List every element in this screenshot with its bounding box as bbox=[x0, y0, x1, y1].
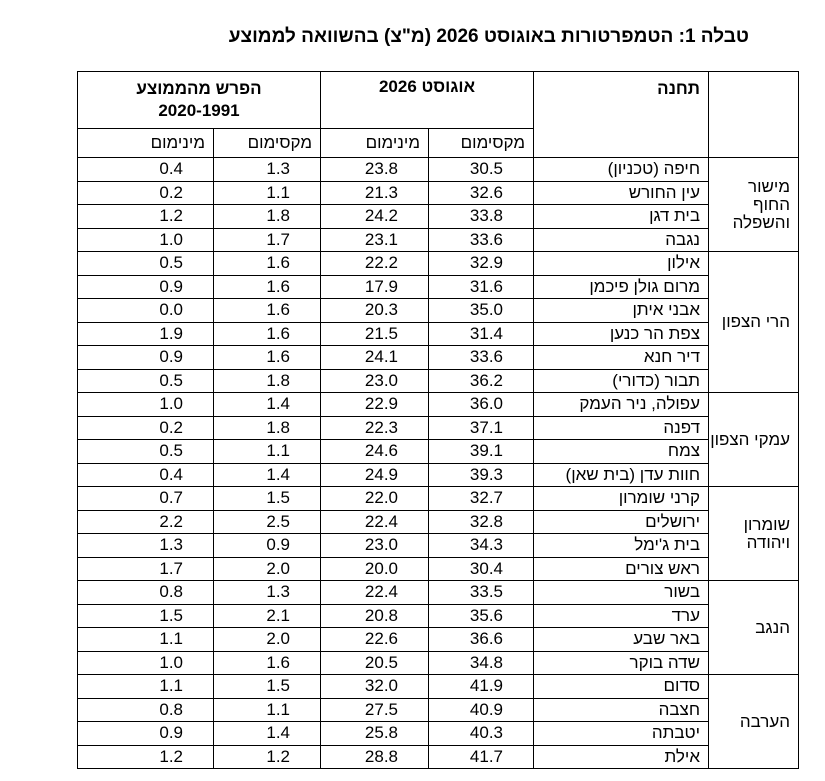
aug-max-cell: 30.4 bbox=[429, 557, 534, 581]
table-row bbox=[78, 299, 799, 323]
aug-min-cell: 20.3 bbox=[321, 299, 429, 323]
diff-min-cell: 0.9 bbox=[78, 275, 214, 299]
diff-max-cell: 1.1 bbox=[214, 440, 321, 464]
aug-max-cell: 36.6 bbox=[429, 628, 534, 652]
table-row bbox=[78, 698, 799, 722]
table-row bbox=[78, 463, 799, 487]
station-cell: בית דגן bbox=[534, 205, 709, 229]
station-cell: חצבה bbox=[534, 698, 709, 722]
station-cell: תבור (כדורי) bbox=[534, 369, 709, 393]
station-cell: מרום גולן פיכמן bbox=[534, 275, 709, 299]
aug-max-cell: 32.9 bbox=[429, 252, 534, 276]
diff-min-cell: 0.9 bbox=[78, 722, 214, 746]
diff-min-header: מינימום bbox=[78, 129, 214, 158]
aug-min-cell: 23.8 bbox=[321, 158, 429, 182]
aug-min-cell: 21.5 bbox=[321, 322, 429, 346]
table-row bbox=[78, 181, 799, 205]
diff-max-cell: 1.4 bbox=[214, 722, 321, 746]
aug-min-cell: 24.9 bbox=[321, 463, 429, 487]
aug-max-cell: 31.4 bbox=[429, 322, 534, 346]
table-row bbox=[78, 158, 799, 182]
diff-min-cell: 1.2 bbox=[78, 745, 214, 769]
aug-max-cell: 33.8 bbox=[429, 205, 534, 229]
aug-min-cell: 27.5 bbox=[321, 698, 429, 722]
diff-min-cell: 0.0 bbox=[78, 299, 214, 323]
station-cell: דיר חנא bbox=[534, 346, 709, 370]
diff-min-cell: 1.0 bbox=[78, 393, 214, 417]
aug-max-cell: 35.6 bbox=[429, 604, 534, 628]
region-cell: הרי הצפון bbox=[709, 252, 799, 393]
aug-min-cell: 22.2 bbox=[321, 252, 429, 276]
aug-max-cell: 40.3 bbox=[429, 722, 534, 746]
table-row bbox=[78, 228, 799, 252]
diff-max-cell: 1.6 bbox=[214, 252, 321, 276]
diff-min-cell: 2.2 bbox=[78, 510, 214, 534]
aug-min-cell: 23.0 bbox=[321, 369, 429, 393]
table-row bbox=[78, 322, 799, 346]
aug-max-cell: 39.1 bbox=[429, 440, 534, 464]
region-header-cell bbox=[709, 72, 799, 158]
diff-max-cell: 1.6 bbox=[214, 299, 321, 323]
aug-max-cell: 32.7 bbox=[429, 487, 534, 511]
diff-max-cell: 1.2 bbox=[214, 745, 321, 769]
diff-max-cell: 1.8 bbox=[214, 416, 321, 440]
station-cell: אילת bbox=[534, 745, 709, 769]
diff-min-cell: 1.1 bbox=[78, 675, 214, 699]
table-row bbox=[78, 534, 799, 558]
aug-min-cell: 32.0 bbox=[321, 675, 429, 699]
diff-max-cell: 1.6 bbox=[214, 275, 321, 299]
diff-min-cell: 0.9 bbox=[78, 346, 214, 370]
aug-max-cell: 33.6 bbox=[429, 228, 534, 252]
diff-min-cell: 1.0 bbox=[78, 651, 214, 675]
aug-max-cell: 34.8 bbox=[429, 651, 534, 675]
station-cell: אילון bbox=[534, 252, 709, 276]
station-cell: נגבה bbox=[534, 228, 709, 252]
table-row bbox=[78, 205, 799, 229]
region-cell: שומרון ויהודה bbox=[709, 487, 799, 581]
diff-max-header: מקסימום bbox=[214, 129, 321, 158]
aug-max-cell: 33.5 bbox=[429, 581, 534, 605]
diff-max-cell: 1.6 bbox=[214, 322, 321, 346]
table-row bbox=[78, 252, 799, 276]
diff-min-cell: 1.9 bbox=[78, 322, 214, 346]
diff-min-cell: 0.4 bbox=[78, 158, 214, 182]
diff-max-cell: 1.6 bbox=[214, 346, 321, 370]
table-row bbox=[78, 745, 799, 769]
aug-min-cell: 23.1 bbox=[321, 228, 429, 252]
diff-max-cell: 1.7 bbox=[214, 228, 321, 252]
table-row bbox=[78, 628, 799, 652]
station-cell: חוות עדן (בית שאן) bbox=[534, 463, 709, 487]
table-row bbox=[78, 557, 799, 581]
aug-min-cell: 20.0 bbox=[321, 557, 429, 581]
diff-max-cell: 1.1 bbox=[214, 698, 321, 722]
diff-min-cell: 1.3 bbox=[78, 534, 214, 558]
aug-min-cell: 22.0 bbox=[321, 487, 429, 511]
diff-max-cell: 2.1 bbox=[214, 604, 321, 628]
table-row bbox=[78, 510, 799, 534]
diff-max-cell: 1.3 bbox=[214, 158, 321, 182]
table-row bbox=[78, 604, 799, 628]
aug-min-cell: 22.6 bbox=[321, 628, 429, 652]
diff-min-cell: 1.2 bbox=[78, 205, 214, 229]
aug-max-cell: 34.3 bbox=[429, 534, 534, 558]
aug-min-cell: 24.6 bbox=[321, 440, 429, 464]
table-row bbox=[78, 440, 799, 464]
table-row bbox=[78, 722, 799, 746]
station-header: תחנה bbox=[534, 72, 709, 158]
aug-max-cell: 30.5 bbox=[429, 158, 534, 182]
station-cell: סדום bbox=[534, 675, 709, 699]
table-row bbox=[78, 346, 799, 370]
diff-max-cell: 2.5 bbox=[214, 510, 321, 534]
table-row bbox=[78, 416, 799, 440]
station-cell: שדה בוקר bbox=[534, 651, 709, 675]
aug-max-cell: 32.8 bbox=[429, 510, 534, 534]
region-cell: הערבה bbox=[709, 675, 799, 769]
aug-min-cell: 17.9 bbox=[321, 275, 429, 299]
region-cell: הנגב bbox=[709, 581, 799, 675]
diff-min-cell: 1.1 bbox=[78, 628, 214, 652]
aug-min-cell: 28.8 bbox=[321, 745, 429, 769]
aug-min-cell: 22.4 bbox=[321, 510, 429, 534]
aug-max-cell: 31.6 bbox=[429, 275, 534, 299]
diff-min-cell: 0.2 bbox=[78, 181, 214, 205]
diff-max-cell: 1.3 bbox=[214, 581, 321, 605]
aug-min-header: מינימום bbox=[321, 129, 429, 158]
diff-max-cell: 0.9 bbox=[214, 534, 321, 558]
diff-header-line1: הפרש מהממוצע bbox=[136, 79, 262, 98]
station-cell: יטבתה bbox=[534, 722, 709, 746]
aug-min-cell: 22.3 bbox=[321, 416, 429, 440]
diff-max-cell: 1.8 bbox=[214, 369, 321, 393]
station-cell: ראש צורים bbox=[534, 557, 709, 581]
region-cell: מישור החוף והשפלה bbox=[709, 158, 799, 252]
station-cell: חיפה (טכניון) bbox=[534, 158, 709, 182]
table-row bbox=[78, 487, 799, 511]
aug-max-header: מקסימום bbox=[429, 129, 534, 158]
table-row bbox=[78, 369, 799, 393]
aug-max-cell: 39.3 bbox=[429, 463, 534, 487]
diff-max-cell: 1.6 bbox=[214, 651, 321, 675]
aug-max-cell: 41.9 bbox=[429, 675, 534, 699]
station-cell: בית ג'ימל bbox=[534, 534, 709, 558]
station-cell: צפת הר כנען bbox=[534, 322, 709, 346]
station-cell: ירושלים bbox=[534, 510, 709, 534]
station-cell: צמח bbox=[534, 440, 709, 464]
diff-max-cell: 1.5 bbox=[214, 487, 321, 511]
aug-min-cell: 20.8 bbox=[321, 604, 429, 628]
diff-min-cell: 1.7 bbox=[78, 557, 214, 581]
table-body bbox=[78, 158, 799, 769]
diff-max-cell: 2.0 bbox=[214, 628, 321, 652]
august-header-label: אוגוסט 2026 bbox=[378, 77, 476, 96]
diff-min-cell: 1.0 bbox=[78, 228, 214, 252]
diff-max-cell: 1.1 bbox=[214, 181, 321, 205]
diff-max-cell: 2.0 bbox=[214, 557, 321, 581]
diff-header-line2: 2020-1991 bbox=[158, 101, 240, 120]
table-row bbox=[78, 393, 799, 417]
diff-max-cell: 1.4 bbox=[214, 393, 321, 417]
diff-min-cell: 0.5 bbox=[78, 369, 214, 393]
aug-max-cell: 37.1 bbox=[429, 416, 534, 440]
aug-max-cell: 33.6 bbox=[429, 346, 534, 370]
station-cell: עפולה, ניר העמק bbox=[534, 393, 709, 417]
station-cell: בשור bbox=[534, 581, 709, 605]
aug-min-cell: 20.5 bbox=[321, 651, 429, 675]
aug-min-cell: 24.2 bbox=[321, 205, 429, 229]
aug-min-cell: 25.8 bbox=[321, 722, 429, 746]
diff-header bbox=[78, 72, 321, 129]
aug-min-cell: 23.0 bbox=[321, 534, 429, 558]
station-cell: ערד bbox=[534, 604, 709, 628]
station-cell: באר שבע bbox=[534, 628, 709, 652]
diff-min-cell: 0.5 bbox=[78, 252, 214, 276]
diff-max-cell: 1.4 bbox=[214, 463, 321, 487]
region-cell: עמקי הצפון bbox=[709, 393, 799, 487]
table-row bbox=[78, 675, 799, 699]
diff-min-cell: 0.7 bbox=[78, 487, 214, 511]
aug-max-cell: 41.7 bbox=[429, 745, 534, 769]
aug-max-cell: 35.0 bbox=[429, 299, 534, 323]
aug-max-cell: 36.2 bbox=[429, 369, 534, 393]
aug-max-cell: 32.6 bbox=[429, 181, 534, 205]
diff-min-cell: 1.5 bbox=[78, 604, 214, 628]
table-title: טבלה 1: הטמפרטורות באוגוסט 2026 (מ"צ) בהשוואה לממוצע bbox=[228, 26, 749, 47]
august-header bbox=[321, 72, 534, 129]
station-cell: קרני שומרון bbox=[534, 487, 709, 511]
aug-min-cell: 21.3 bbox=[321, 181, 429, 205]
table-row bbox=[78, 651, 799, 675]
table-row bbox=[78, 581, 799, 605]
diff-min-cell: 0.8 bbox=[78, 581, 214, 605]
aug-max-cell: 40.9 bbox=[429, 698, 534, 722]
station-cell: אבני איתן bbox=[534, 299, 709, 323]
station-cell: עין החורש bbox=[534, 181, 709, 205]
diff-min-cell: 0.5 bbox=[78, 440, 214, 464]
diff-min-cell: 0.8 bbox=[78, 698, 214, 722]
diff-min-cell: 0.4 bbox=[78, 463, 214, 487]
diff-min-cell: 0.2 bbox=[78, 416, 214, 440]
temperature-table bbox=[77, 71, 799, 769]
diff-max-cell: 1.5 bbox=[214, 675, 321, 699]
aug-min-cell: 24.1 bbox=[321, 346, 429, 370]
aug-min-cell: 22.9 bbox=[321, 393, 429, 417]
table-row bbox=[78, 275, 799, 299]
station-cell: דפנה bbox=[534, 416, 709, 440]
aug-min-cell: 22.4 bbox=[321, 581, 429, 605]
diff-max-cell: 1.8 bbox=[214, 205, 321, 229]
aug-max-cell: 36.0 bbox=[429, 393, 534, 417]
